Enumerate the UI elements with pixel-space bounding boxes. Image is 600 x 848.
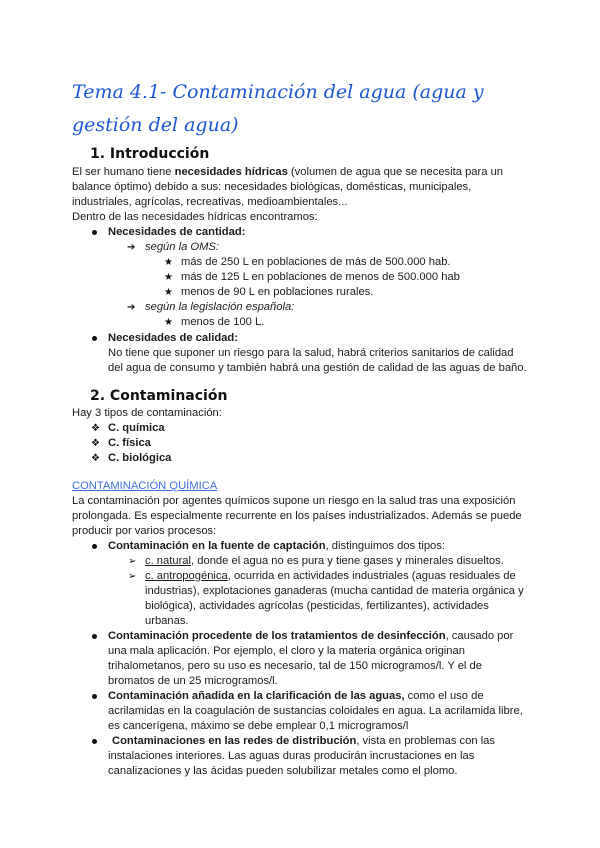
bullet-icon [92,336,97,341]
list-item-legislacion: según la legislación española: [145,301,295,313]
star-icon: ★ [164,257,173,268]
intro-paragraph-line: Dentro de las necesidades hídricas encontramos: [72,211,318,223]
star-icon: ★ [164,272,173,283]
list-item: más de 125 L en poblaciones de menos de 500.000 hab [181,271,460,283]
intro-paragraph-line: balance óptimo) debido a sus: necesidades biológicas, domésticas, municipales, [72,181,472,193]
antropogenica-text-line: biológica), actividades agrícolas (pesticidas, fertilizantes), actividades [145,600,489,612]
list-item-desinfeccion: Contaminación procedente de los tratamientos de desinfección, causado por [108,630,514,642]
quimica-text-line: producir por varios procesos: [72,525,217,537]
quimica-text-line: prolongada. Es especialmente recurrente en los países industrializados. Además se puede [72,510,522,522]
clarificacion-text-line: es cancerígena, máximo se debe emplear 0,1 microgramos/l [108,720,409,732]
desinfeccion-text-line: trihalometanos, pero su uso es necesario, tal de 150 microgramos/l. Y el de [108,660,482,672]
type-item: C. biológica [108,452,172,464]
desinfeccion-text-line: una mala aplicación. Por ejemplo, el cloro y la materia orgánica originan [108,645,465,657]
clarificacion-text-line: acrilamidas en la coagulación de sustancias coloidales en agua. La acrilamida libre, [108,705,523,717]
list-item-clarificacion: Contaminación añadida en la clarificación de las aguas, como el uso de [108,690,484,702]
intro-paragraph-line: El ser humano tiene necesidades hídricas (volumen de agua que se necesita para un [72,166,504,178]
bullet-icon [92,694,97,699]
calidad-text-line: del agua de consumo y también habrá una gestión de calidad de las aguas de baño. [108,362,527,374]
antropogenica-text-line: urbanas. [145,615,189,627]
distribucion-text-line: instalaciones interiores. Las aguas duras producirán incrustaciones en las [108,750,475,762]
list-item-antropogenica: c. antropogénica, ocurrida en actividades industriales (aguas residuales de [145,570,516,582]
antropogenica-text-line: industrias), explotaciones ganaderas (mucha cantidad de materia orgánica y [145,585,524,597]
desinfeccion-text-line: bromatos de un 25 microgramos/l. [108,675,278,687]
intro-paragraph-line: industriales, agrícolas, recreativas, medioambientales... [72,196,348,208]
list-item-oms: según la OMS: [145,241,219,253]
diamond-bullet-icon: ❖ [91,423,100,434]
diamond-bullet-icon: ❖ [91,453,100,464]
type-item: C. física [108,437,151,449]
arrowhead-icon: ➢ [128,556,137,567]
list-item-calidad: Necesidades de calidad: [108,332,238,344]
subheading-contaminacion-quimica[interactable]: CONTAMINACIÓN QUÍMICA [72,480,218,492]
bullet-icon [92,230,97,235]
list-item-natural: c. natural, donde el agua no es pura y tiene gases y minerales disueltos. [145,555,504,567]
diamond-bullet-icon: ❖ [91,438,100,449]
star-icon: ★ [164,287,173,298]
contaminacion-intro: Hay 3 tipos de contaminación: [72,407,222,419]
list-item-distribucion: Contaminaciones en las redes de distribución, vista en problemas con las [112,735,495,747]
quimica-text-line: La contaminación por agentes químicos supone un riesgo en la salud tras una exposición [72,495,516,507]
bullet-icon [92,739,97,744]
type-item: C. química [108,422,165,434]
list-item: más de 250 L en poblaciones de más de 500.000 hab. [181,256,451,268]
star-icon: ★ [164,317,173,328]
section-heading-contaminacion: 2. Contaminación [90,388,228,404]
bullet-icon [92,634,97,639]
list-item: menos de 100 L. [181,316,265,328]
list-item-captacion: Contaminación en la fuente de captación, distinguimos dos tipos: [108,540,445,552]
arrowhead-icon: ➢ [128,571,137,582]
document-title: Tema 4.1- Contaminación del agua (agua y gestión del agua) [72,81,484,136]
calidad-text-line: No tiene que suponer un riesgo para la salud, habrá criterios sanitarios de calidad [108,347,514,359]
arrow-icon: ➔ [127,242,136,253]
distribucion-text-line: canalizaciones y las ácidas pueden solubilizar metales como el plomo. [108,765,458,777]
list-item: menos de 90 L en poblaciones rurales. [181,286,374,298]
bullet-icon [92,544,97,549]
section-heading-introduccion: 1. Introducción [90,146,210,162]
arrow-icon: ➔ [127,302,136,313]
list-item-cantidad: Necesidades de cantidad: [108,226,246,238]
